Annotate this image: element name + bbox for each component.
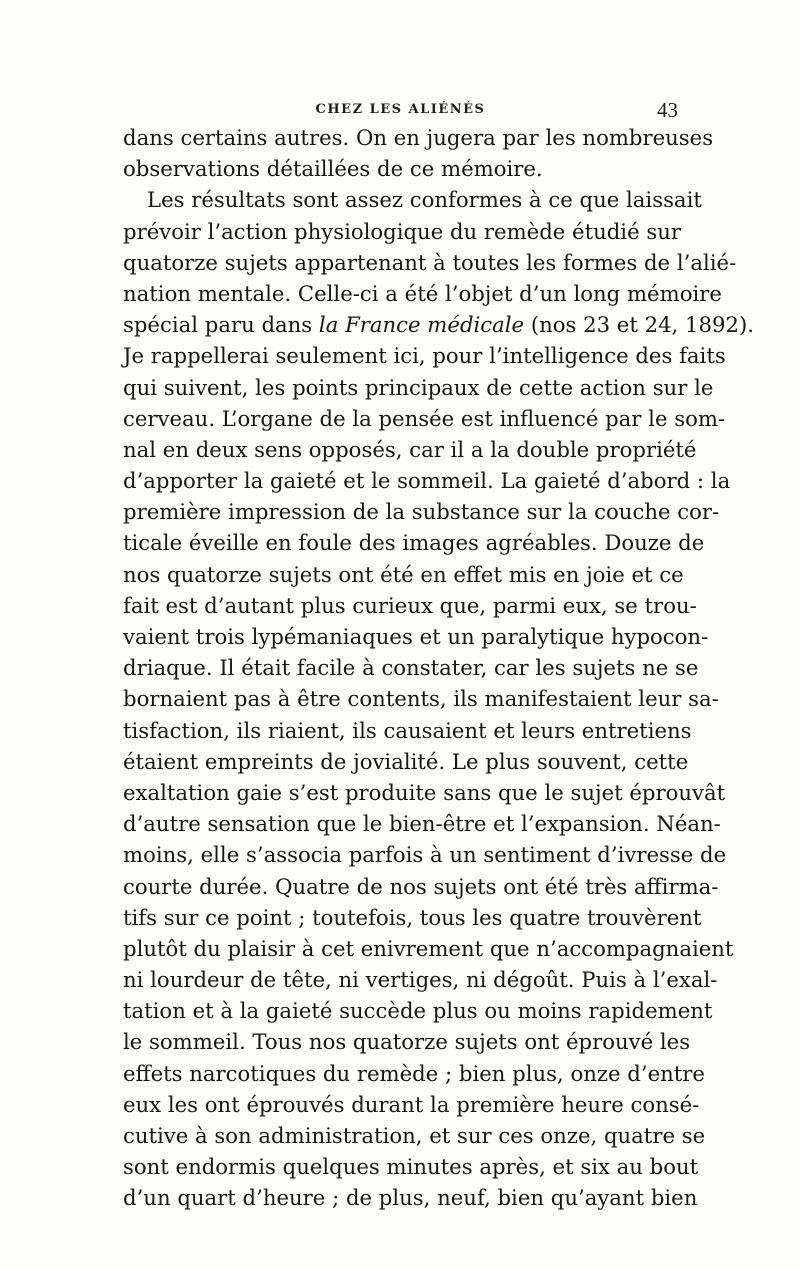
text-line: le sommeil. Tous nos quatorze sujets ont éprouvé les — [123, 1029, 691, 1055]
text-line: moins, elle s’associa parfois à un sentiment d’ivresse de — [123, 842, 727, 868]
text-line: d’autre sensation que le bien-être et l’expansion. Néan- — [123, 811, 721, 837]
text-line: Je rappellerai seulement ici, pour l’intelligence des faits — [123, 343, 726, 369]
text-line: nal en deux sens opposés, car il a la double propriété — [123, 436, 697, 462]
text-line: cerveau. L’organe de la pensée est influencé par le som- — [123, 405, 726, 431]
text-line: première impression de la substance sur la couche cor- — [123, 499, 720, 525]
running-title: CHEZ LES ALIÉNÉS — [315, 102, 486, 117]
text-line: ni lourdeur de tête, ni vertiges, ni dégoût. Puis à l’exal- — [123, 967, 718, 993]
text-line: sont endormis quelques minutes après, et six au bout — [123, 1154, 699, 1180]
text-line: nos quatorze sujets ont été en effet mis en joie et ce — [123, 561, 684, 587]
running-head — [123, 98, 678, 122]
text-line: observations détaillées de ce mémoire. — [123, 156, 543, 182]
text-line: qui suivent, les points principaux de cette action sur le — [123, 374, 714, 400]
text-line: quatorze sujets appartenant à toutes les formes de l’alié- — [123, 249, 737, 275]
text-line: effets narcotiques du remède ; bien plus, onze d’entre — [123, 1060, 705, 1086]
text-line: tifs sur ce point ; toutefois, tous les quatre trouvèrent — [123, 904, 702, 930]
text-line: d’un quart d’heure ; de plus, neuf, bien qu’ayant bien — [123, 1185, 698, 1211]
text-line: ticale éveille en foule des images agréables. Douze de — [123, 530, 705, 556]
text-line — [123, 309, 754, 340]
text-line: dans certains autres. On en jugera par les nombreuses — [123, 125, 714, 150]
text-line: Les résultats sont assez conformes à ce que laissait — [147, 187, 702, 213]
text-line: courte durée. Quatre de nos sujets ont été très affirma- — [123, 873, 719, 899]
text-run: (nos 23 et 24, 1892). — [524, 312, 754, 338]
text-line: étaient empreints de jovialité. Le plus souvent, cette — [123, 748, 689, 774]
text-run: spécial paru dans — [123, 312, 319, 338]
text-line: prévoir l’action physiologique du remède étudié sur — [123, 218, 682, 244]
body-text — [123, 122, 754, 1214]
text-line: exaltation gaie s’est produite sans que le sujet éprouvât — [123, 779, 726, 805]
text-line: vaient trois lypémaniaques et un paralytique hypocon- — [123, 624, 709, 649]
text-line: tation et à la gaieté succède plus ou moins rapidement — [123, 998, 713, 1024]
text-line: plutôt du plaisir à cet enivrement que n’accompagnaient — [123, 935, 734, 961]
text-line: d’apporter la gaieté et le sommeil. La gaieté d’abord : la — [123, 468, 731, 494]
journal-title: la France médicale — [318, 312, 525, 338]
page-number: 43 — [657, 98, 678, 122]
text-line: bornaient pas à être contents, ils manifestaient leur sa- — [123, 686, 719, 712]
text-line: tisfaction, ils riaient, ils causaient et leurs entretiens — [123, 717, 692, 743]
text-line: nation mentale. Celle-ci a été l’objet d’un long mémoire — [123, 280, 722, 306]
text-line: eux les ont éprouvés durant la première heure consé- — [123, 1091, 700, 1117]
text-line: cutive à son administration, et sur ces onze, quatre se — [123, 1123, 706, 1148]
text-line: fait est d’autant plus curieux que, parmi eux, se trou- — [123, 592, 697, 618]
text-line: driaque. Il était facile à constater, car les sujets ne se — [123, 655, 699, 681]
